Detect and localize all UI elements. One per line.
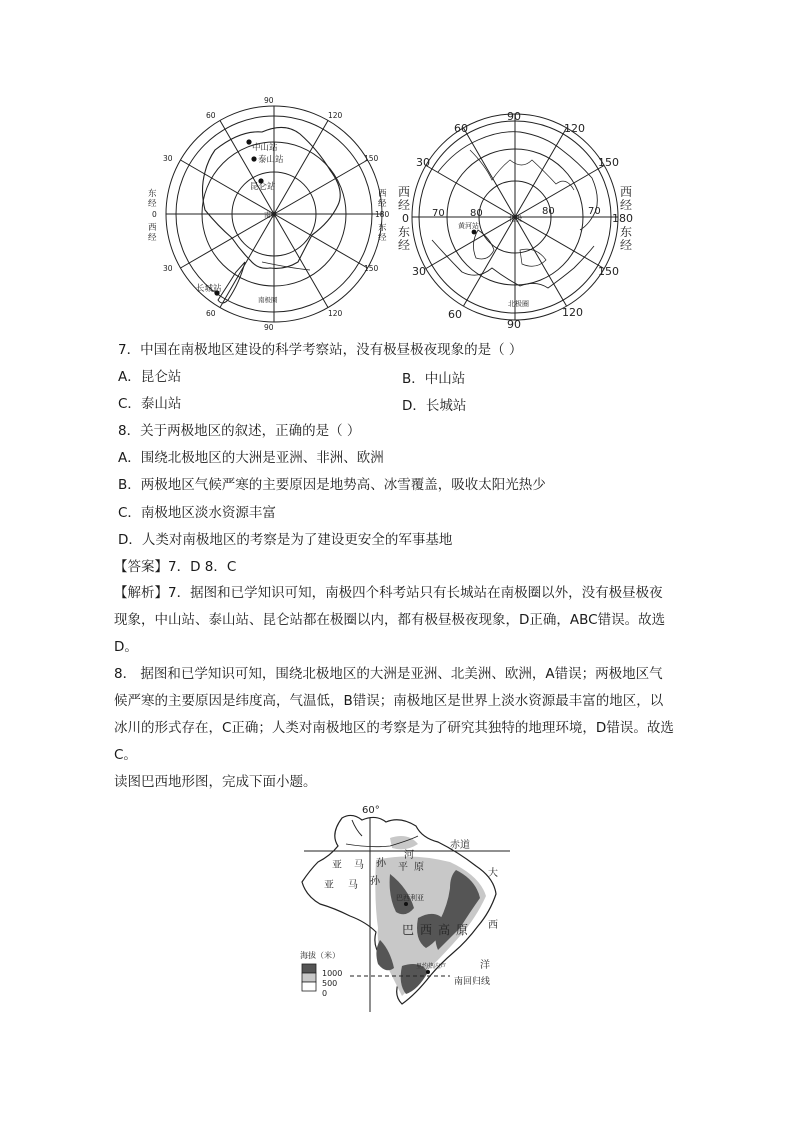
arc-lon-120-br: 120	[562, 306, 583, 319]
ant-lon-30-l: 30	[163, 154, 173, 163]
tropic-label: 南回归线	[454, 977, 491, 987]
ant-lon-top: 90	[264, 96, 274, 105]
ocean-char-2: 西	[488, 920, 498, 931]
arc-pole: 北极	[508, 215, 522, 223]
brasilia-label: 巴西利亚	[396, 894, 424, 902]
polar-maps-figure	[0, 0, 794, 340]
arc-lon-150-r: 150	[598, 156, 619, 169]
arc-west-l: 西经	[398, 185, 411, 212]
amazon-row2-1: 亚	[324, 880, 334, 891]
amazon-char-2: 马	[354, 860, 364, 871]
analysis-7	[114, 580, 674, 661]
amazon-char-3: 孙	[376, 858, 386, 869]
station-taishan-label: 泰山站	[258, 155, 284, 165]
arc-lon-60-tl: 60	[454, 122, 468, 135]
ocean-char-3: 洋	[480, 960, 490, 971]
answer-text: 7．D 8．C	[168, 559, 237, 575]
ant-west-label-l: 西经	[148, 223, 157, 243]
station-zhongshan-label: 中山站	[252, 143, 278, 153]
legend-title: 海拔（米）	[300, 951, 340, 960]
lon-60-label: 60°	[362, 805, 380, 816]
arc-lon-120-tr: 120	[564, 122, 585, 135]
north-america-coast	[432, 240, 594, 288]
amazon-row2-2: 马	[348, 880, 358, 891]
zhongshan-station-dot	[246, 139, 251, 144]
rio-dot	[426, 970, 430, 974]
ant-west-label-r: 西经	[378, 189, 387, 209]
amazon-char-6: 河	[404, 850, 414, 861]
arc-lon-60-bl: 60	[448, 308, 462, 321]
legend-swatch-mid	[302, 973, 316, 982]
answer-label: 【答案】	[114, 559, 168, 575]
ant-pole: 南极	[264, 211, 277, 219]
arc-lon-150-br: 150	[598, 265, 619, 278]
arc-180: 180	[612, 212, 633, 225]
q7-option-c: C．泰山站	[118, 396, 182, 412]
ant-lon-150-r2: 150	[364, 264, 379, 273]
intro-text: 读图巴西地形图，完成下面小题。	[114, 774, 317, 790]
q7-option-d: D．长城站	[402, 398, 467, 414]
q7-stem: 7．中国在南极地区建设的科学考察站，没有极昼极夜现象的是（ ）	[118, 342, 523, 358]
ant-180: 180	[375, 210, 390, 219]
arc-zero: 0	[402, 212, 409, 225]
arc-lon-top: 90	[507, 110, 521, 123]
arc-circle: 北极圈	[508, 300, 529, 308]
ant-lon-30-l2: 30	[163, 264, 173, 273]
arc-lat-70: 70	[432, 208, 445, 219]
arc-east-r: 东经	[620, 225, 633, 252]
amazon-char-4: 平	[398, 862, 408, 873]
arc-lon-30-l: 30	[416, 156, 430, 169]
q7-option-a: A．昆仑站	[118, 369, 182, 385]
q8-option-c: C．南极地区淡水资源丰富	[118, 505, 276, 521]
ocean-char-1: 大	[488, 868, 498, 879]
arc-lat-70b: 70	[588, 206, 601, 217]
ant-east-label-l: 东经	[148, 189, 157, 209]
arc-lon-30-bl: 30	[412, 265, 426, 278]
ant-circle: 南极圈	[258, 296, 278, 304]
brazil-terrain-map	[290, 800, 515, 1015]
arc-lat-80: 80	[470, 208, 483, 219]
answer-line	[114, 557, 236, 577]
arc-lon-bottom: 90	[507, 318, 521, 331]
analysis-label: 【解析】	[114, 585, 168, 601]
arc-lat-80b: 80	[542, 206, 555, 217]
amazon-row2-3: 孙	[370, 876, 380, 887]
ant-east-label-r: 东经	[378, 223, 387, 243]
plateau-char-1: 巴	[402, 923, 415, 937]
ant-lon-60-tl: 60	[206, 111, 216, 120]
equator-label: 赤道	[450, 840, 470, 851]
legend-500: 500	[322, 979, 338, 988]
ant-lon-60-bl: 60	[206, 309, 216, 318]
brasilia-dot	[404, 902, 408, 906]
ant-lon-150-r: 150	[364, 154, 379, 163]
amazon-char-5: 原	[414, 862, 424, 873]
huanghe-station-dot	[472, 230, 477, 235]
analysis-block	[114, 580, 674, 796]
q8-option-a: A．围绕北极地区的大洲是亚洲、非洲、欧洲	[118, 450, 384, 466]
ant-zero: 0	[152, 210, 157, 219]
q7-option-b: B．中山站	[402, 371, 466, 387]
analysis-7-text: 7．据图和已学知识可知，南极四个科考站只有长城站在南极圈以外，没有极昼极夜现象，中山站、泰山站、昆仑站都在极圈以内，都有极昼极夜现象，D正确，ABC错误。故选D。	[114, 585, 666, 655]
arc-east-l: 东经	[398, 225, 411, 252]
rio-label: 里约热内卢	[416, 963, 447, 970]
ant-lon-bottom: 90	[264, 323, 274, 332]
station-huanghe-label: 黄河站	[458, 222, 479, 230]
station-kunlun-label: 昆仑站	[250, 182, 276, 192]
analysis-8: 8． 据图和已学知识可知，围绕北极地区的大洲是亚洲、北美洲、欧洲，A错误；两极地区气候严寒的主要原因是纬度高，气温低，B错误；南极地区是世界上淡水资源最丰富的地区，以冰川的形式存在，C正确；人类对南极地区的考察是为了研究其独特的地理环境，D错误。故选C。	[114, 666, 674, 763]
q8-stem: 8．关于两极地区的叙述，正确的是（ ）	[118, 423, 361, 439]
arc-west-r: 西经	[620, 185, 633, 212]
taishan-station-dot	[251, 156, 256, 161]
plateau-char-4: 原	[456, 923, 469, 937]
station-changcheng-label: 长城站	[196, 284, 222, 294]
legend-0: 0	[322, 989, 328, 998]
legend-swatch-high	[302, 964, 316, 973]
ant-lon-120-tr: 120	[328, 111, 343, 120]
plateau-char-3: 高	[438, 923, 451, 937]
ant-lon-120-br: 120	[328, 309, 343, 318]
legend-1000: 1000	[322, 969, 343, 978]
q8-option-d: D．人类对南极地区的考察是为了建设更安全的军事基地	[118, 532, 453, 548]
legend-swatch-low	[302, 982, 316, 991]
amazon-char-1: 亚	[332, 860, 342, 871]
plateau-char-2: 西	[420, 923, 433, 937]
q8-option-b: B．两极地区气候严寒的主要原因是地势高、冰雪覆盖，吸收太阳光热少	[118, 477, 546, 493]
